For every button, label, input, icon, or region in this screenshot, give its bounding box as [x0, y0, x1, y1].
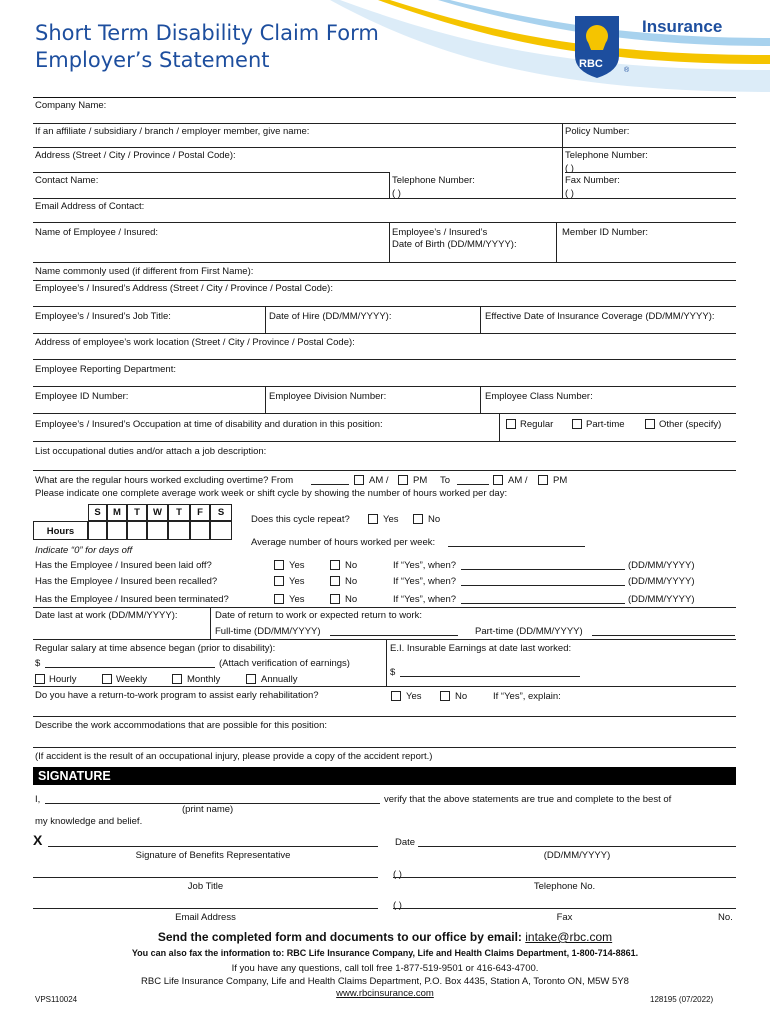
cycle-yes-label: Yes: [383, 514, 399, 525]
job-title-line[interactable]: [33, 877, 378, 878]
laid-off-date-fmt: (DD/MM/YYYY): [628, 560, 695, 571]
day-header-blank: [33, 504, 87, 521]
reporting-dept-label: Employee Reporting Department:: [35, 364, 176, 375]
contact-telephone-paren: ( ): [392, 188, 401, 199]
terminated-date-fmt: (DD/MM/YYYY): [628, 594, 695, 605]
rbc-logo-text: RBC: [579, 58, 603, 70]
regular-hours-label: What are the regular hours worked excluding overtime? From: [35, 475, 294, 486]
cycle-repeat-label: Does this cycle repeat?: [251, 514, 350, 525]
telephone-line[interactable]: [393, 877, 736, 878]
rtw-explain-label: If “Yes”, explain:: [493, 691, 561, 702]
part-time-label: Part-time: [586, 419, 625, 430]
questions-info: If you have any questions, call toll free 1-877-519-9501 or 416-643-4700.: [231, 963, 539, 974]
common-name-label: Name commonly used (if different from First Name):: [35, 266, 254, 277]
hours-s2-input[interactable]: [210, 521, 232, 540]
ei-dollar: $: [390, 667, 396, 678]
return-work-label: Date of return to work or expected return to work:: [215, 610, 422, 621]
other-label: Other (specify): [659, 419, 722, 430]
website-link[interactable]: www.rbcinsurance.com: [336, 988, 434, 999]
terminated-no-label: No: [345, 594, 358, 605]
indicate-zero-label: Indicate “0” for days off: [35, 545, 133, 556]
date-label: Date: [395, 837, 416, 848]
part-time-checkbox[interactable]: [572, 419, 582, 429]
to-pm-checkbox[interactable]: [538, 475, 548, 485]
registered-mark: ®: [624, 67, 630, 74]
terminated-no-checkbox[interactable]: [330, 594, 340, 604]
sig-i: I,: [35, 794, 41, 805]
fax-line[interactable]: [393, 908, 736, 909]
dob-label-line2: Date of Birth (DD/MM/YYYY):: [392, 239, 517, 250]
class-label: Employee Class Number:: [485, 391, 593, 402]
indicate-week-label: Please indicate one complete average work week or shift cycle by showing the number of hours worked per day:: [35, 488, 508, 499]
form-title-line2: Employer’s Statement: [35, 48, 270, 72]
recalled-yes-label: Yes: [289, 576, 305, 587]
rtw-yes-label: Yes: [406, 691, 422, 702]
recalled-label: Has the Employee / Insured been recalled?: [35, 576, 218, 587]
terminated-yes-label: Yes: [289, 594, 305, 605]
signature-heading: SIGNATURE: [33, 767, 736, 785]
laid-off-no-checkbox[interactable]: [330, 560, 340, 570]
fulltime-label: Full-time (DD/MM/YYYY): [215, 626, 321, 637]
hourly-label: Hourly: [49, 674, 77, 685]
mailing-address: RBC Life Insurance Company, Life and Health Claims Department, P.O. Box 4435, Station A, Toronto ON, M5W 5Y8: [141, 976, 629, 987]
accident-label: (If accident is the result of an occupational injury, please provide a copy of the accident report.): [35, 751, 433, 762]
hours-t2-input[interactable]: [168, 521, 190, 540]
annually-checkbox[interactable]: [246, 674, 256, 684]
duties-label: List occupational duties and/or attach a job description:: [35, 446, 267, 457]
monthly-checkbox[interactable]: [172, 674, 182, 684]
day-s1: S: [88, 504, 107, 521]
fax-line-info: You can also fax the information to: RBC Life Insurance Company, Life and Health Claims Department, 1-800-714-8861.: [131, 948, 639, 958]
employee-id-label: Employee ID Number:: [35, 391, 129, 402]
ei-earnings-label: E.I. Insurable Earnings at date last worked:: [390, 643, 572, 654]
job-title-label: Employee’s / Insured’s Job Title:: [35, 311, 171, 322]
laid-off-yes-label: Yes: [289, 560, 305, 571]
member-id-label: Member ID Number:: [562, 227, 649, 238]
to-am-checkbox[interactable]: [493, 475, 503, 485]
accommodations-label: Describe the work accommodations that are possible for this position:: [35, 720, 327, 731]
day-w: W: [147, 504, 168, 521]
recalled-no-label: No: [345, 576, 358, 587]
occupation-label: Employee’s / Insured’s Occupation at time of disability and duration in this position:: [35, 419, 383, 430]
recalled-no-checkbox[interactable]: [330, 576, 340, 586]
brand-insurance: Insurance: [642, 17, 723, 36]
email-line[interactable]: [33, 908, 378, 909]
date-hire-label: Date of Hire (DD/MM/YYYY):: [269, 311, 392, 322]
salary-dollar: $: [35, 658, 41, 669]
contact-telephone-label: Telephone Number:: [392, 175, 475, 186]
last-work-label: Date last at work (DD/MM/YYYY):: [35, 610, 178, 621]
effective-date-label: Effective Date of Insurance Coverage (DD/MM/YYYY):: [485, 311, 715, 322]
rtw-yes-checkbox[interactable]: [391, 691, 401, 701]
fax-caption: Fax: [556, 912, 573, 923]
print-name-caption: (print name): [182, 804, 234, 815]
signature-line[interactable]: [48, 846, 378, 847]
knowledge-text: my knowledge and belief.: [35, 816, 143, 827]
fax-no-caption: No.: [718, 912, 733, 923]
from-am-label: AM /: [369, 475, 389, 486]
recalled-yes-checkbox[interactable]: [274, 576, 284, 586]
hours-f-input[interactable]: [190, 521, 210, 540]
weekly-checkbox[interactable]: [102, 674, 112, 684]
to-label: To: [440, 475, 451, 486]
regular-label: Regular: [520, 419, 554, 430]
rtw-no-label: No: [455, 691, 468, 702]
hours-m-input[interactable]: [107, 521, 127, 540]
form-code-left: VPS110024: [35, 995, 78, 1004]
monthly-label: Monthly: [187, 674, 221, 685]
from-pm-checkbox[interactable]: [398, 475, 408, 485]
cycle-no-label: No: [428, 514, 441, 525]
salary-label: Regular salary at time absence began (prior to disability):: [35, 643, 276, 654]
day-m: M: [107, 504, 127, 521]
employee-name-label: Name of Employee / Insured:: [35, 227, 159, 238]
cycle-no-checkbox[interactable]: [413, 514, 423, 524]
cycle-yes-checkbox[interactable]: [368, 514, 378, 524]
regular-checkbox[interactable]: [506, 419, 516, 429]
date-format-caption: (DD/MM/YYYY): [543, 850, 611, 861]
recalled-when-label: If “Yes”, when?: [393, 576, 457, 587]
company-name-label: Company Name:: [35, 100, 107, 111]
laid-off-label: Has the Employee / Insured been laid off?: [35, 560, 212, 571]
day-t1: T: [127, 504, 147, 521]
fax-number-label: Fax Number:: [565, 175, 620, 186]
policy-number-label: Policy Number:: [565, 126, 630, 137]
laid-off-yes-checkbox[interactable]: [274, 560, 284, 570]
job-title-caption: Job Title: [187, 881, 224, 892]
send-instructions: [0, 930, 770, 944]
form-code-right: 128195 (07/2022): [650, 995, 714, 1004]
avg-hours-label: Average number of hours worked per week:: [251, 537, 436, 548]
fax-paren-sig: ( ): [393, 900, 402, 911]
from-pm-label: PM: [413, 475, 428, 486]
telephone-paren-sig: ( ): [393, 869, 402, 880]
hours-w-input[interactable]: [147, 521, 168, 540]
other-checkbox[interactable]: [645, 419, 655, 429]
to-pm-label: PM: [553, 475, 568, 486]
date-line[interactable]: [418, 846, 736, 847]
rtw-program-label: Do you have a return-to-work program to assist early rehabilitation?: [35, 690, 319, 701]
day-t2: T: [168, 504, 190, 521]
laid-off-when-label: If “Yes”, when?: [393, 560, 457, 571]
hours-row-label: Hours: [33, 521, 88, 540]
parttime-label: Part-time (DD/MM/YYYY): [475, 626, 583, 637]
contact-name-label: Contact Name:: [35, 175, 99, 186]
email-caption: Email Address: [175, 912, 236, 923]
hourly-checkbox[interactable]: [35, 674, 45, 684]
affiliate-label: If an affiliate / subsidiary / branch / employer member, give name:: [35, 126, 310, 137]
from-am-checkbox[interactable]: [354, 475, 364, 485]
telephone-caption: Telephone No.: [533, 881, 596, 892]
weekly-label: Weekly: [116, 674, 147, 685]
terminated-label: Has the Employee / Insured been terminated?: [35, 594, 229, 605]
verify-statement: verify that the above statements are true and complete to the best of: [384, 794, 672, 805]
laid-off-no-label: No: [345, 560, 358, 571]
day-f: F: [190, 504, 210, 521]
rtw-no-checkbox[interactable]: [440, 691, 450, 701]
terminated-yes-checkbox[interactable]: [274, 594, 284, 604]
fax-paren: ( ): [565, 188, 574, 199]
header-swoosh: [330, 0, 770, 92]
address-label: Address (Street / City / Province / Postal Code):: [35, 150, 236, 161]
email-contact-label: Email Address of Contact:: [35, 201, 145, 212]
work-location-label: Address of employee’s work location (Street / City / Province / Postal Code):: [35, 337, 355, 348]
to-am-label: AM /: [508, 475, 528, 486]
employee-address-label: Employee’s / Insured’s Address (Street / City / Province / Postal Code):: [35, 283, 333, 294]
sig-rep-caption: Signature of Benefits Representative: [135, 850, 291, 861]
telephone-paren: ( ): [565, 163, 574, 174]
form-title-line1: Short Term Disability Claim Form: [35, 21, 379, 45]
hours-t1-input[interactable]: [127, 521, 147, 540]
signature-x: X: [33, 832, 43, 848]
telephone-label: Telephone Number:: [565, 150, 648, 161]
attach-verification-label: (Attach verification of earnings): [219, 658, 350, 669]
recalled-date-fmt: (DD/MM/YYYY): [628, 576, 695, 587]
terminated-when-label: If “Yes”, when?: [393, 594, 457, 605]
dob-label-line1: Employee’s / Insured’s: [392, 227, 488, 238]
hours-s1-input[interactable]: [88, 521, 107, 540]
send-text: Send the completed form and documents to our office by email:: [157, 930, 522, 944]
day-s2: S: [210, 504, 232, 521]
send-email-link[interactable]: intake@rbc.com: [525, 930, 613, 944]
annually-label: Annually: [261, 674, 298, 685]
division-label: Employee Division Number:: [269, 391, 387, 402]
